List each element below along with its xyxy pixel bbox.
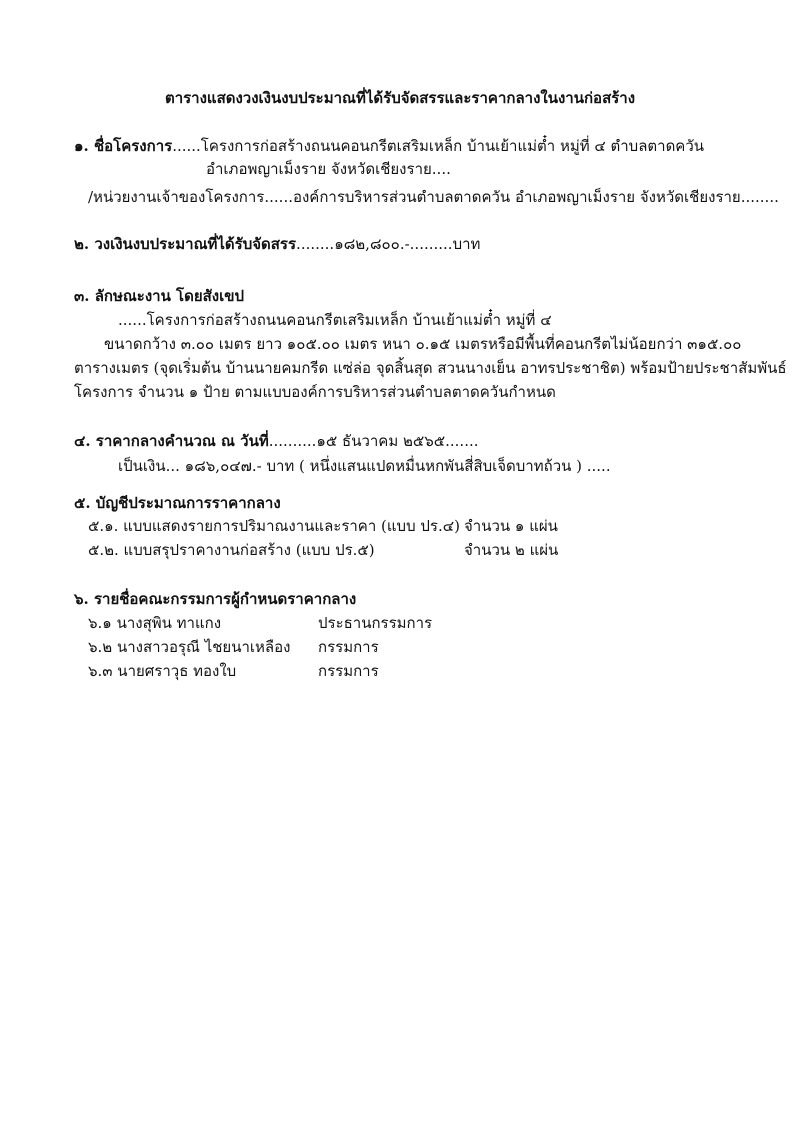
committee-member-name: ๖.๓ นายศราวุธ ทองใบ: [88, 662, 237, 680]
project-owner-text: /หน่วยงานเจ้าของโครงการ......องค์การบริหารส่วนตำบลตาดควัน อำเภอพญาเม็งราย จังหวัดเชียงราย........: [88, 188, 779, 206]
committee-member-role: กรรมการ: [318, 662, 379, 680]
project-name-heading: ๑. ชื่อโครงการ: [74, 137, 173, 155]
estimate-list-heading: ๕. บัญชีประมาณการราคากลาง: [74, 494, 281, 512]
committee-member-name: ๖.๒ นางสาวอรุณี ไชยนาเหลือง: [88, 638, 291, 656]
project-name-text: ......โครงการก่อสร้างถนนคอนกรีตเสริมเหล็ก บ้านเย้าแม่ต๋ำ หมู่ที่ ๔ ตำบลตาดควัน: [172, 137, 705, 155]
project-name-row: [74, 136, 704, 156]
work-summary-line-4: โครงการ จำนวน ๑ ป้าย ตามแบบองค์การบริหารส่วนตำบลตาดควันกำหนด: [74, 383, 556, 401]
median-price-row: [74, 431, 479, 451]
estimate-item-qty: จำนวน ๑ แผ่น: [464, 517, 558, 535]
committee-member-role: กรรมการ: [318, 638, 379, 656]
work-summary-heading: ๓. ลักษณะงาน โดยสังเขป: [74, 287, 245, 305]
project-location-text: อำเภอพญาเม็งราย จังหวัดเชียงราย....: [206, 160, 451, 178]
budget-heading: ๒. วงเงินงบประมาณที่ได้รับจัดสรร: [74, 235, 297, 253]
estimate-item-label: ๕.๑. แบบแสดงรายการปริมาณงานและราคา (แบบ ปร.๔): [88, 517, 460, 535]
budget-value: ........๑๘๒,๘๐๐.-.........บาท: [296, 235, 481, 253]
median-price-amount: เป็นเงิน... ๑๘๖,๐๔๗.- บาท ( หนึ่งแสนแปดหมื่นหกพันสี่สิบเจ็ดบาทถ้วน ) .....: [118, 457, 611, 475]
work-summary-line-2: ขนาดกว้าง ๓.๐๐ เมตร ยาว ๑๐๕.๐๐ เมตร หนา ๐.๑๕ เมตรหรือมีพื้นที่คอนกรีตไม่น้อยกว่า ๓๑๕.๐๐: [104, 335, 742, 353]
work-summary-line-1: ......โครงการก่อสร้างถนนคอนกรีตเสริมเหล็ก บ้านเย้าแม่ต๋ำ หมู่ที่ ๔: [118, 311, 552, 329]
work-summary-line-3: ตารางเมตร (จุดเริ่มต้น บ้านนายคมกรีด แซ่ล่อ จุดสิ้นสุด สวนนางเย็น อาทรประชาชิต) พร้อมป้ายประชาสัมพันธ์: [74, 359, 787, 377]
estimate-item-qty: จำนวน ๒ แผ่น: [464, 541, 559, 559]
median-price-date: ..........๑๕ ธันวาคม ๒๕๖๕.......: [268, 432, 479, 450]
median-price-heading: ๔. ราคากลางคำนวณ ณ วันที่: [74, 432, 269, 450]
committee-member-role: ประธานกรรมการ: [318, 614, 433, 632]
document-title: ตารางแสดงวงเงินงบประมาณที่ได้รับจัดสรรและราคากลางในงานก่อสร้าง: [164, 89, 636, 107]
budget-row: [74, 234, 480, 254]
committee-member-name: ๖.๑ นางสุพิน ทาแกง: [88, 614, 222, 632]
committee-heading: ๖. รายชื่อคณะกรรมการผู้กำหนดราคากลาง: [74, 590, 357, 608]
estimate-item-label: ๕.๒. แบบสรุปราคางานก่อสร้าง (แบบ ปร.๕): [88, 541, 375, 559]
